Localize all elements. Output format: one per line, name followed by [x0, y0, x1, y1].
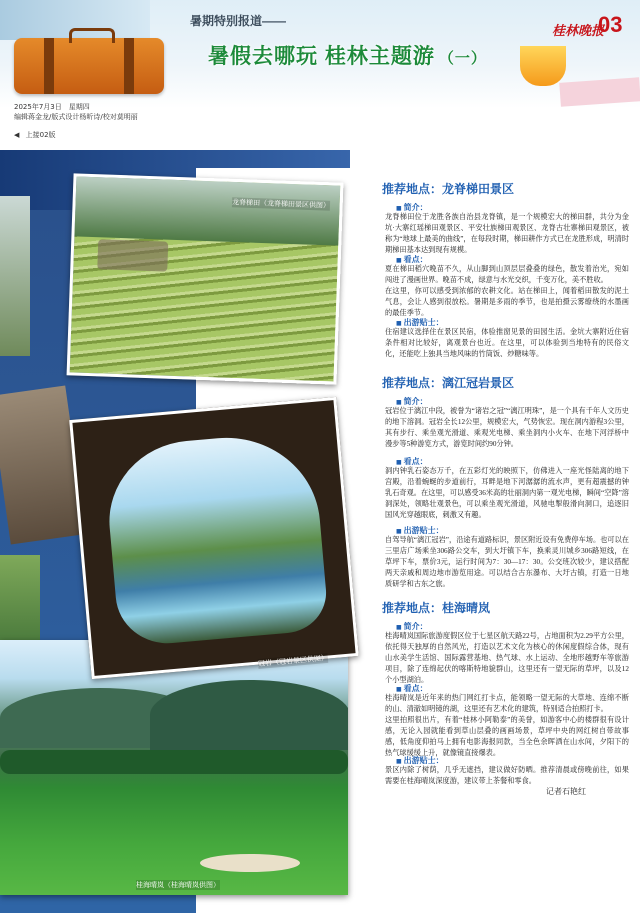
left-arrow-icon: ◀ [14, 131, 20, 139]
photo-caption-grassland: 桂海晴岚（桂海晴岚供图） [136, 881, 220, 889]
paragraph: 夏在梯田稻穴晚苗不久，从山脚到山顶层层叠叠的绿色，散发着治光，宛如闯进了漫画世界。晚苗不成，绿意与水光交织，千变万化，美不胜收。 在这里，你可以感受到浓郁的农耕文化。站在梯田上，闻着稻田散发的泥土气息，会让人感到很放松。暑期是多雨的季节，也是拍摄云雾缭绕的水墨画的最佳季节。 [385, 265, 629, 317]
subheading: ■ 出游贴士： [396, 525, 444, 536]
subheading: ■ 看点： [396, 456, 428, 467]
terrace-village [97, 239, 168, 271]
section-title [382, 599, 490, 616]
date-line: 2025年7月3日 星期四 [14, 103, 90, 111]
header-banner [0, 0, 640, 108]
section-label: 推荐地点： [382, 376, 443, 390]
suitcase-illustration [14, 38, 164, 94]
subheading: ■ 看点： [396, 683, 428, 694]
subheading: ■ 出游贴士： [396, 317, 444, 328]
paragraph: 景区内除了树荫，几乎无遮挡，建议做好防晒。推荐清晨或傍晚前往，如果需要在桂海晴岚深度游，建议带上茶餐和零食。 [385, 766, 629, 785]
paragraph: 龙脊梯田位于龙胜各族自治县龙脊镇，是一个规模宏大的梯田群，共分为金坑·大寨红瑶梯田观景区、平安壮族梯田观景区、龙脊古壮寨梯田观景区，被称为“地球上最美的曲线”，在每段时期，梯田耕作方式已在龙胜形成，明清时期梯田基本达到现有规模。 [385, 213, 629, 254]
section-name: 漓江冠岩景区 [442, 376, 515, 390]
kicker: 暑期特别报道—— [190, 14, 287, 28]
terrace-hills [74, 176, 340, 245]
section-label: 推荐地点： [382, 182, 443, 196]
masthead: 桂林晚报 [552, 23, 605, 38]
paragraph: 住宿建议选择住在景区民宿，体验推窗见景的田园生活。金坑大寨附近住宿条件相对比较好，离观景台也近。在这里，可以体验到当地特有的民俗文化，还能吃上独具当地风味的竹筒饭、炒糖味等。 [385, 328, 629, 358]
section-name: 桂海晴岚 [442, 601, 491, 615]
page-number: 03 [598, 12, 623, 37]
byline: 记者石艳红 [546, 787, 586, 796]
paragraph: 洞内钟乳石姿态万千，在五彩灯光的映照下，仿佛进入一座光怪陆离的地下宫殿，沿着蜿蜒的步道前行，耳畔是地下河潺潺的流水声，更有超震撼的钟乳石奇观。在这里，可以感受36米高的壮丽洞内第一观光电梯，瞬间“空降”溶洞深处，领略壮观景色，可以乘坐观光滑道，风驰电掣般滑向洞口，追逐旧国风光穿越眼底，刺激又有趣。 [385, 467, 629, 519]
mountain-shape [150, 680, 348, 750]
subheading: ■ 简介： [396, 202, 428, 213]
photo-grassland [0, 640, 348, 895]
photo-caption-cave: 冠岩（冠岩景区供图） [257, 653, 329, 669]
section-name: 龙脊梯田景区 [442, 182, 515, 196]
subheading: ■ 出游贴士： [396, 755, 444, 766]
continued-text: 上接02版 [25, 131, 56, 139]
section-title [382, 180, 514, 197]
headline-number: （一） [438, 50, 487, 67]
section-label: 推荐地点： [382, 601, 443, 615]
editors-line: 编辑蒋金龙/版式设计杨昕诗/校对莫明丽 [14, 113, 138, 121]
continued-note [14, 130, 56, 140]
subheading: ■ 简介： [396, 396, 428, 407]
sand-patch [200, 854, 300, 872]
text-panel-corner [350, 150, 640, 180]
photo-cave [69, 397, 359, 679]
subheading: ■ 看点： [396, 254, 428, 265]
paragraph: 桂海晴岚是近年来的热门网红打卡点，能领略一望无际的大草地、连绵不断的山、清澈如明镜的湖，这里还有艺术化的建筑，特别适合拍照打卡。 这里拍照很出片，有着“桂林小阿勒泰”的美誉，如游客中心的楼群很有设计感，无论入园就能看到草山层叠的画画场景，草坪中央的网红树自带故事感，低角度仰拍马上拥有电影海报同款，当全色余晖洒在山水间，夕阳下的热气球缓缓上升，就像镜直接爆表。 [385, 694, 629, 757]
paragraph: 桂海晴岚国际旅游度假区位于七星区航天路22号，占地面积为2.29平方公里，依托得天独厚的自然风光，打造以艺术文化为核心的休闲度假综合体，现有山水美学生活馆、国际露营基地、热气球、水上运动、全地形越野车等旅游项目，除了连绵起伏的喀斯特地貌群山，这里还有一望无际的草坪，以及12个小型湖泊。 [385, 632, 629, 684]
tree-line [0, 750, 348, 774]
paragraph: 冠岩位于漓江中段，被誉为“诸岩之冠”“漓江明珠”，是一个具有千年人文历史的地下溶洞。冠岩全长12公里，规模宏大，气势恢宏。现在洞内游程3公里，其有步行、乘坐观光滑道、乘观光电梯、乘坐洞内小火车、在地下河浮桥中漫步等5种游览方式，游览时间约90分钟。 [385, 407, 629, 448]
decorative-stamp [559, 77, 640, 107]
paragraph: 自驾导航“漓江冠岩”，沿途有道路标识，景区附近设有免费停车场。也可以在三里店广场乘坐306路公交车，到大圩镇下车，换乘灵川城乡306路短线，在草坪下车，票价3元，运行时间为7：30—17：30。公交班次较少，建议搭配两天亲戚和周边地市游览用途。可以结合古东瀑布、大圩古镇，打造一日地质研学和古东之旅。 [385, 536, 629, 588]
page-headline [208, 40, 487, 70]
subheading: ■ 简介： [396, 621, 428, 632]
section-title [382, 374, 514, 391]
headline-text: 暑假去哪玩 桂林主题游 [208, 45, 435, 68]
photo-caption-terraces: 龙脊梯田（龙脊梯田景区供图） [231, 198, 331, 210]
side-photo-landscape [0, 196, 30, 356]
drink-illustration [520, 46, 566, 86]
cave-opening [103, 430, 330, 648]
